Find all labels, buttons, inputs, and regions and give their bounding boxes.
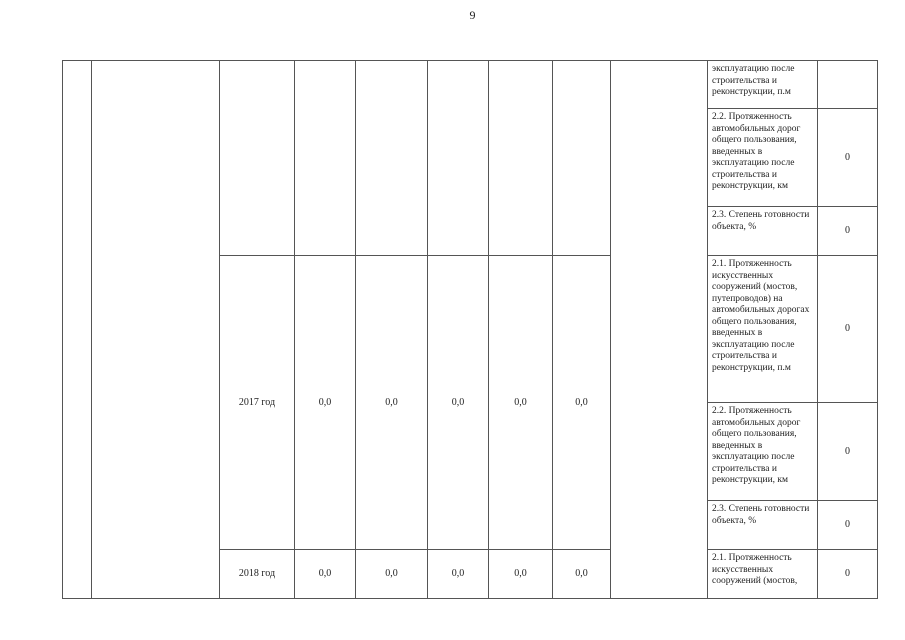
value-cell bbox=[295, 61, 356, 256]
executor-cell bbox=[611, 61, 708, 599]
value-cell bbox=[553, 61, 611, 256]
indicator-value: 0 bbox=[818, 501, 878, 550]
value-cell: 0,0 bbox=[356, 550, 428, 599]
page-number: 9 bbox=[469, 8, 476, 22]
value-cell: 0,0 bbox=[428, 256, 489, 550]
table-row bbox=[63, 61, 878, 109]
indicator-value: 0 bbox=[818, 207, 878, 256]
indicator-value: 0 bbox=[818, 109, 878, 207]
value-cell: 0,0 bbox=[428, 550, 489, 599]
value-cell: 0,0 bbox=[295, 256, 356, 550]
value-cell: 0,0 bbox=[553, 256, 611, 550]
year-cell: 2018 год bbox=[220, 550, 295, 599]
name-cell bbox=[92, 61, 220, 599]
value-cell: 0,0 bbox=[356, 256, 428, 550]
value-cell: 0,0 bbox=[489, 550, 553, 599]
indicator-name: 2.3. Степень готовности объекта, % bbox=[708, 207, 818, 256]
value-cell bbox=[356, 61, 428, 256]
indicator-value: 0 bbox=[818, 403, 878, 501]
indicator-name: 2.2. Протяженность автомобильных дорог общего пользования, введенных в эксплуатацию после строительства и реконструкции, км bbox=[708, 403, 818, 501]
indicator-value: 0 bbox=[818, 550, 878, 599]
indicator-name: эксплуатацию после строительства и реконструкции, п.м bbox=[708, 61, 818, 109]
value-cell: 0,0 bbox=[489, 256, 553, 550]
value-cell bbox=[428, 61, 489, 256]
year-cell: 2017 год bbox=[220, 256, 295, 550]
value-cell: 0,0 bbox=[295, 550, 356, 599]
indicator-name: 2.3. Степень готовности объекта, % bbox=[708, 501, 818, 550]
year-cell bbox=[220, 61, 295, 256]
indicator-name: 2.1. Протяженность искусственных сооружений (мостов, bbox=[708, 550, 818, 599]
number-cell bbox=[63, 61, 92, 599]
program-table bbox=[62, 60, 878, 599]
indicator-value bbox=[818, 61, 878, 109]
value-cell bbox=[489, 61, 553, 256]
indicator-name: 2.2. Протяженность автомобильных дорог общего пользования, введенных в эксплуатацию после строительства и реконструкции, км bbox=[708, 109, 818, 207]
indicator-value: 0 bbox=[818, 256, 878, 403]
value-cell: 0,0 bbox=[553, 550, 611, 599]
indicator-name: 2.1. Протяженность искусственных сооружений (мостов, путепроводов) на автомобильных дорогах общего пользования, введенных в эксплуатацию после строительства и реконструкции, п.м bbox=[708, 256, 818, 403]
